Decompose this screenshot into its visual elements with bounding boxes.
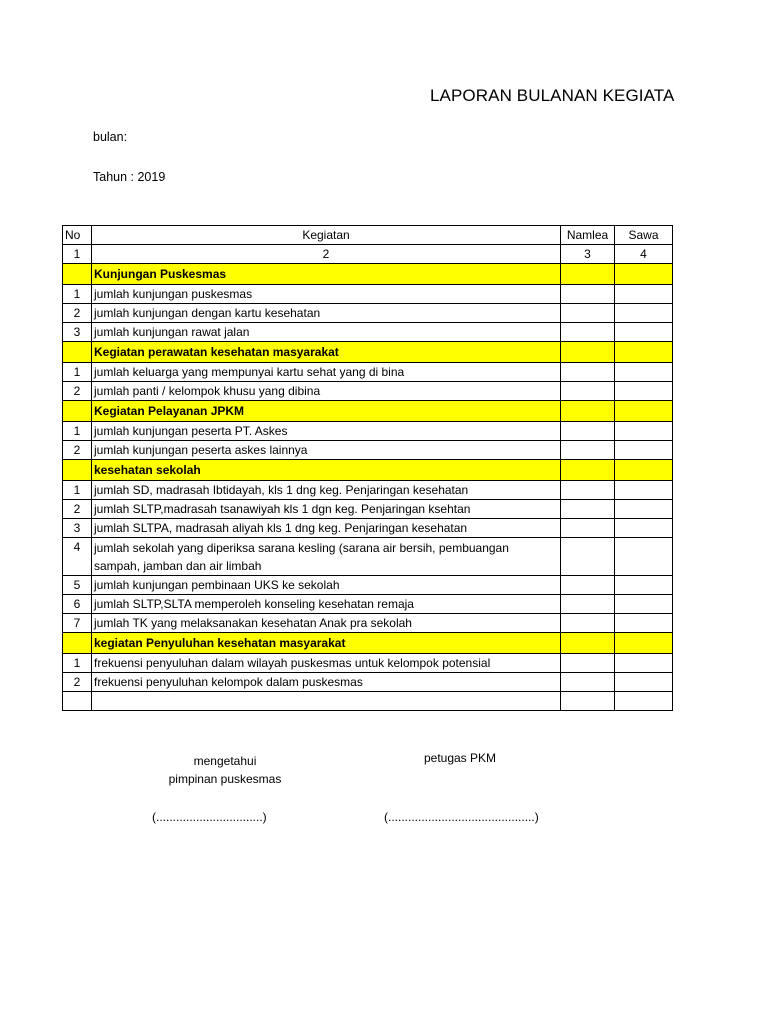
namlea-cell	[561, 363, 615, 382]
namlea-cell	[561, 576, 615, 595]
row-activity: jumlah panti / kelompok khusu yang dibina	[92, 382, 561, 401]
header-namlea: Namlea	[561, 226, 615, 245]
namlea-cell	[561, 538, 615, 576]
row-activity: jumlah SLTP,SLTA memperoleh konseling kesehatan remaja	[92, 595, 561, 614]
table-row	[63, 654, 673, 673]
table-row	[63, 538, 673, 576]
table-row	[63, 595, 673, 614]
pkm-officer-label: petugas PKM	[423, 751, 497, 765]
sawa-cell	[615, 500, 673, 519]
namlea-cell	[561, 500, 615, 519]
namlea-cell	[561, 519, 615, 538]
section-no-cell	[63, 460, 92, 481]
section-row	[63, 342, 673, 363]
sawa-cell	[615, 323, 673, 342]
namlea-cell	[561, 460, 615, 481]
header-sawa: Sawa	[615, 226, 673, 245]
section-no-cell	[63, 342, 92, 363]
row-number: 2	[63, 382, 92, 401]
section-no-cell	[63, 401, 92, 422]
right-signature-line: (............................................)	[384, 810, 539, 824]
row-activity: jumlah sekolah yang diperiksa sarana kesling (sarana air bersih, pembuangan sampah, jamban dan air limbah	[92, 538, 561, 576]
namlea-cell	[561, 481, 615, 500]
sawa-cell	[615, 576, 673, 595]
row-activity: jumlah kunjungan peserta askes lainnya	[92, 441, 561, 460]
sawa-cell	[615, 382, 673, 401]
row-number: 3	[63, 323, 92, 342]
empty-cell	[63, 692, 92, 711]
sawa-cell	[615, 264, 673, 285]
table-row	[63, 614, 673, 633]
row-activity: jumlah kunjungan peserta PT. Askes	[92, 422, 561, 441]
sawa-cell	[615, 614, 673, 633]
row-number: 1	[63, 422, 92, 441]
empty-cell	[615, 692, 673, 711]
section-no-cell	[63, 264, 92, 285]
row-number: 3	[63, 519, 92, 538]
namlea-cell	[561, 323, 615, 342]
table-row	[63, 673, 673, 692]
namlea-cell	[561, 342, 615, 363]
numbering-kegiatan: 2	[92, 245, 561, 264]
table-row	[63, 304, 673, 323]
namlea-cell	[561, 633, 615, 654]
row-number: 2	[63, 441, 92, 460]
row-activity: jumlah kunjungan rawat jalan	[92, 323, 561, 342]
sawa-cell	[615, 441, 673, 460]
sawa-cell	[615, 285, 673, 304]
table-row	[63, 481, 673, 500]
row-activity: jumlah SLTP,madrasah tsanawiyah kls 1 dgn keg. Penjaringan ksehtan	[92, 500, 561, 519]
section-title: Kegiatan Pelayanan JPKM	[92, 401, 561, 422]
row-activity: frekuensi penyuluhan dalam wilayah puskesmas untuk kelompok potensial	[92, 654, 561, 673]
section-title: Kegiatan perawatan kesehatan masyarakat	[92, 342, 561, 363]
namlea-cell	[561, 285, 615, 304]
section-row	[63, 633, 673, 654]
row-activity: jumlah TK yang melaksanakan kesehatan Anak pra sekolah	[92, 614, 561, 633]
table-row	[63, 422, 673, 441]
year-label: Tahun : 2019	[93, 170, 166, 184]
section-title: kesehatan sekolah	[92, 460, 561, 481]
section-row	[63, 264, 673, 285]
table-row	[63, 323, 673, 342]
numbering-no: 1	[63, 245, 92, 264]
namlea-cell	[561, 304, 615, 323]
section-row	[63, 401, 673, 422]
sawa-cell	[615, 673, 673, 692]
left-signature-line: (................................)	[152, 810, 267, 824]
section-title: kegiatan Penyuluhan kesehatan masyarakat	[92, 633, 561, 654]
row-number: 1	[63, 363, 92, 382]
row-number: 7	[63, 614, 92, 633]
namlea-cell	[561, 673, 615, 692]
acknowledged-by-block	[140, 752, 310, 788]
empty-row	[63, 692, 673, 711]
row-activity: jumlah keluarga yang mempunyai kartu sehat yang di bina	[92, 363, 561, 382]
row-activity: frekuensi penyuluhan kelompok dalam puskesmas	[92, 673, 561, 692]
table-row	[63, 363, 673, 382]
table-row	[63, 285, 673, 304]
table-row	[63, 576, 673, 595]
sawa-cell	[615, 342, 673, 363]
row-activity: jumlah SD, madrasah Ibtidayah, kls 1 dng keg. Penjaringan kesehatan	[92, 481, 561, 500]
table-row	[63, 441, 673, 460]
head-of-puskesmas-label: pimpinan puskesmas	[168, 772, 282, 786]
acknowledged-label: mengetahui	[193, 754, 257, 768]
namlea-cell	[561, 422, 615, 441]
namlea-cell	[561, 382, 615, 401]
sawa-cell	[615, 595, 673, 614]
table-row	[63, 500, 673, 519]
row-activity: jumlah kunjungan puskesmas	[92, 285, 561, 304]
sawa-cell	[615, 538, 673, 576]
table-header-row	[63, 226, 673, 245]
row-number: 1	[63, 481, 92, 500]
row-number: 1	[63, 654, 92, 673]
empty-cell	[561, 692, 615, 711]
sawa-cell	[615, 633, 673, 654]
activity-table	[62, 225, 673, 711]
namlea-cell	[561, 654, 615, 673]
row-activity: jumlah kunjungan pembinaan UKS ke sekolah	[92, 576, 561, 595]
namlea-cell	[561, 595, 615, 614]
header-no: No	[63, 226, 92, 245]
sawa-cell	[615, 422, 673, 441]
namlea-cell	[561, 401, 615, 422]
row-activity: jumlah SLTPA, madrasah aliyah kls 1 dng keg. Penjaringan kesehatan	[92, 519, 561, 538]
sawa-cell	[615, 363, 673, 382]
report-title: LAPORAN BULANAN KEGIATA	[430, 86, 675, 105]
namlea-cell	[561, 441, 615, 460]
table-row	[63, 519, 673, 538]
row-number: 5	[63, 576, 92, 595]
row-number: 2	[63, 304, 92, 323]
row-number: 2	[63, 500, 92, 519]
row-number: 1	[63, 285, 92, 304]
sawa-cell	[615, 304, 673, 323]
section-no-cell	[63, 633, 92, 654]
namlea-cell	[561, 264, 615, 285]
header-kegiatan: Kegiatan	[92, 226, 561, 245]
section-row	[63, 460, 673, 481]
sawa-cell	[615, 481, 673, 500]
namlea-cell	[561, 614, 615, 633]
sawa-cell	[615, 519, 673, 538]
row-number: 2	[63, 673, 92, 692]
table-numbering-row	[63, 245, 673, 264]
numbering-sawa: 4	[615, 245, 673, 264]
sawa-cell	[615, 654, 673, 673]
sawa-cell	[615, 460, 673, 481]
month-label: bulan:	[93, 130, 128, 144]
numbering-namlea: 3	[561, 245, 615, 264]
table-row	[63, 382, 673, 401]
empty-cell	[92, 692, 561, 711]
section-title: Kunjungan Puskesmas	[92, 264, 561, 285]
sawa-cell	[615, 401, 673, 422]
row-number: 4	[63, 538, 92, 576]
row-number: 6	[63, 595, 92, 614]
row-activity: jumlah kunjungan dengan kartu kesehatan	[92, 304, 561, 323]
